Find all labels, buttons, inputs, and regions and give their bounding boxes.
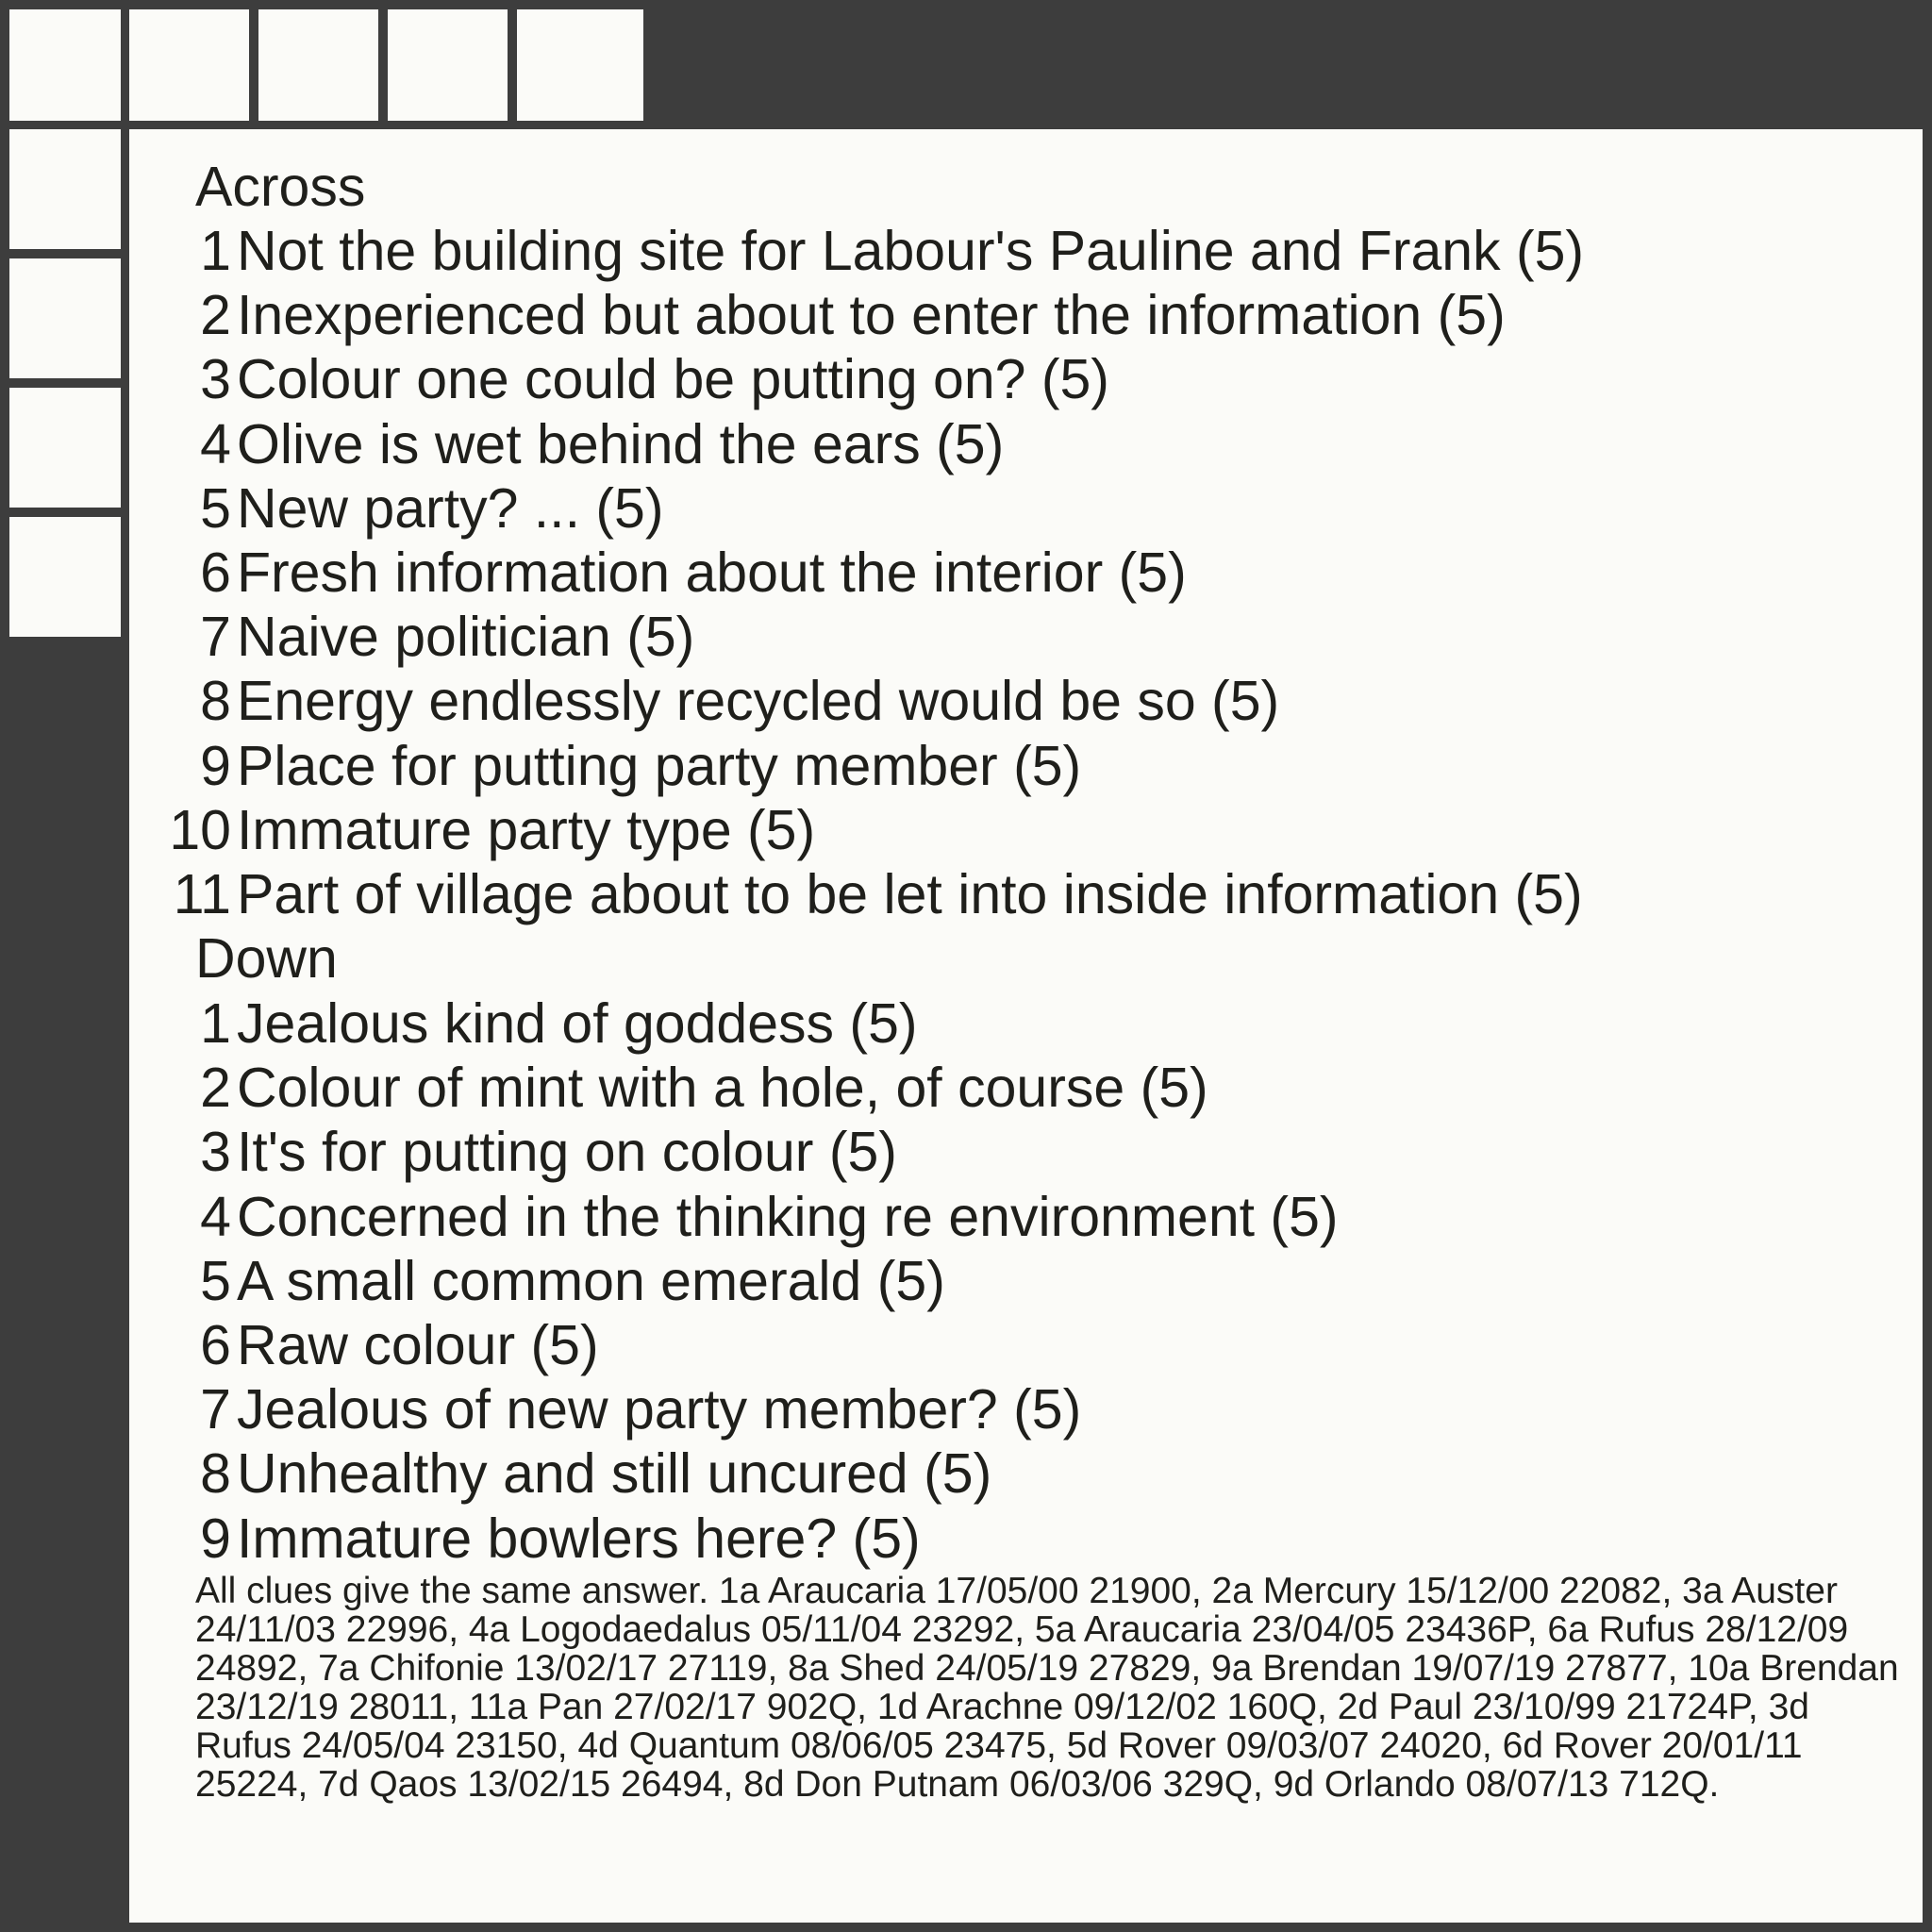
- clue-number: 4: [200, 412, 231, 475]
- across-clue-5: [129, 476, 663, 541]
- grid-cell-3-1[interactable]: [9, 258, 121, 378]
- clue-text: A small common emerald (5): [237, 1249, 945, 1312]
- down-clue-6: [129, 1313, 599, 1377]
- clue-text: Jealous kind of goddess (5): [237, 992, 918, 1055]
- clue-text: Part of village about to be let into inside information (5): [237, 863, 1583, 925]
- clue-number: 7: [200, 606, 231, 669]
- grid-cell-1-5[interactable]: [517, 9, 643, 121]
- clue-number: 10: [169, 798, 231, 861]
- clue-text: Naive politician (5): [237, 606, 695, 669]
- clue-panel: [129, 129, 1923, 1923]
- across-clue-4: [129, 412, 1004, 476]
- down-clue-8: [129, 1441, 991, 1506]
- clue-number: 6: [200, 1314, 231, 1376]
- clue-text: Olive is wet behind the ears (5): [237, 412, 1005, 475]
- across-clue-9: [129, 734, 1081, 798]
- down-clue-4: [129, 1185, 1339, 1249]
- grid-cell-1-2[interactable]: [129, 9, 249, 121]
- down-clue-7: [129, 1377, 1081, 1441]
- clue-number: 3: [200, 1121, 231, 1184]
- across-clue-7: [129, 605, 694, 669]
- clue-text: Energy endlessly recycled would be so (5): [237, 670, 1280, 733]
- clue-text: Inexperienced but about to enter the information (5): [237, 284, 1506, 347]
- clue-number: 6: [200, 541, 231, 604]
- across-clue-1: [129, 219, 1584, 283]
- grid-cell-1-4[interactable]: [388, 9, 508, 121]
- clue-text: Colour of mint with a hole, of course (5): [237, 1057, 1208, 1120]
- clue-text: Raw colour (5): [237, 1314, 599, 1376]
- clue-number: 7: [200, 1378, 231, 1441]
- clue-sources-footnote: All clues give the same answer. 1a Araucaria 17/05/00 21900, 2a Mercury 15/12/00 22082, 3a Auster 24/11/03 22996, 4a Logodaedalus 05/11/04 23292, 5a Araucaria 23/04/05 23436P, 6a Rufus 28/12/09 24892, 7a Chifonie 13/02/17 27119, 8a Shed 24/05/19 27829, 9a Brendan 19/07/19 27877, 10a Brendan 23/12/19 28011, 11a Pan 27/02/17 902Q, 1d Arachne 09/12/02 160Q, 2d Paul 23/10/99 21724P, 3d Rufus 24/05/04 23150, 4d Quantum 08/06/05 23475, 5d Rover 09/03/07 24020, 6d Rover 20/01/11 25224, 7d Qaos 13/02/15 26494, 8d Don Putnam 06/03/06 329Q, 9d Orlando 08/07/13 712Q.: [195, 1571, 1899, 1805]
- across-heading: Across: [195, 156, 366, 218]
- clue-text: Colour one could be putting on? (5): [237, 348, 1109, 411]
- clue-number: 1: [200, 220, 231, 282]
- clue-text: Immature bowlers here? (5): [237, 1507, 921, 1570]
- grid-cell-4-1[interactable]: [9, 388, 121, 508]
- clue-number: 9: [200, 1507, 231, 1570]
- across-clue-3: [129, 347, 1109, 411]
- down-clue-3: [129, 1120, 897, 1184]
- down-clue-9: [129, 1507, 921, 1571]
- clue-text: New party? ... (5): [237, 476, 664, 540]
- across-clue-2: [129, 283, 1506, 347]
- clue-text: Fresh information about the interior (5): [237, 541, 1187, 604]
- clue-number: 9: [200, 734, 231, 797]
- clue-number: 5: [200, 476, 231, 540]
- across-clue-11: [129, 862, 1583, 926]
- clue-number: 1: [200, 992, 231, 1055]
- down-heading: Down: [195, 927, 338, 990]
- down-clue-5: [129, 1249, 945, 1313]
- clue-number: 5: [200, 1249, 231, 1312]
- down-clue-1: [129, 991, 918, 1056]
- grid-cell-1-1[interactable]: [9, 9, 121, 121]
- clue-text: It's for putting on colour (5): [237, 1121, 897, 1184]
- down-clue-2: [129, 1056, 1208, 1120]
- clue-number: 8: [200, 670, 231, 733]
- clue-text: Not the building site for Labour's Pauline and Frank (5): [237, 220, 1585, 282]
- clue-text: Jealous of new party member? (5): [237, 1378, 1082, 1441]
- grid-cell-2-1[interactable]: [9, 129, 121, 249]
- across-clue-6: [129, 541, 1187, 605]
- clue-text: Place for putting party member (5): [237, 734, 1082, 797]
- clue-text: Immature party type (5): [237, 798, 816, 861]
- clue-number: 2: [200, 1057, 231, 1120]
- clue-number: 3: [200, 348, 231, 411]
- clue-text: Concerned in the thinking re environment (5): [237, 1185, 1339, 1248]
- grid-cell-1-3[interactable]: [258, 9, 378, 121]
- clue-number: 2: [200, 284, 231, 347]
- clue-number: 4: [200, 1185, 231, 1248]
- clue-number: 11: [173, 863, 231, 925]
- clue-number: 8: [200, 1442, 231, 1506]
- clue-text: Unhealthy and still uncured (5): [237, 1442, 992, 1506]
- across-clue-10: [129, 798, 815, 862]
- grid-cell-5-1[interactable]: [9, 517, 121, 637]
- across-clue-8: [129, 669, 1279, 733]
